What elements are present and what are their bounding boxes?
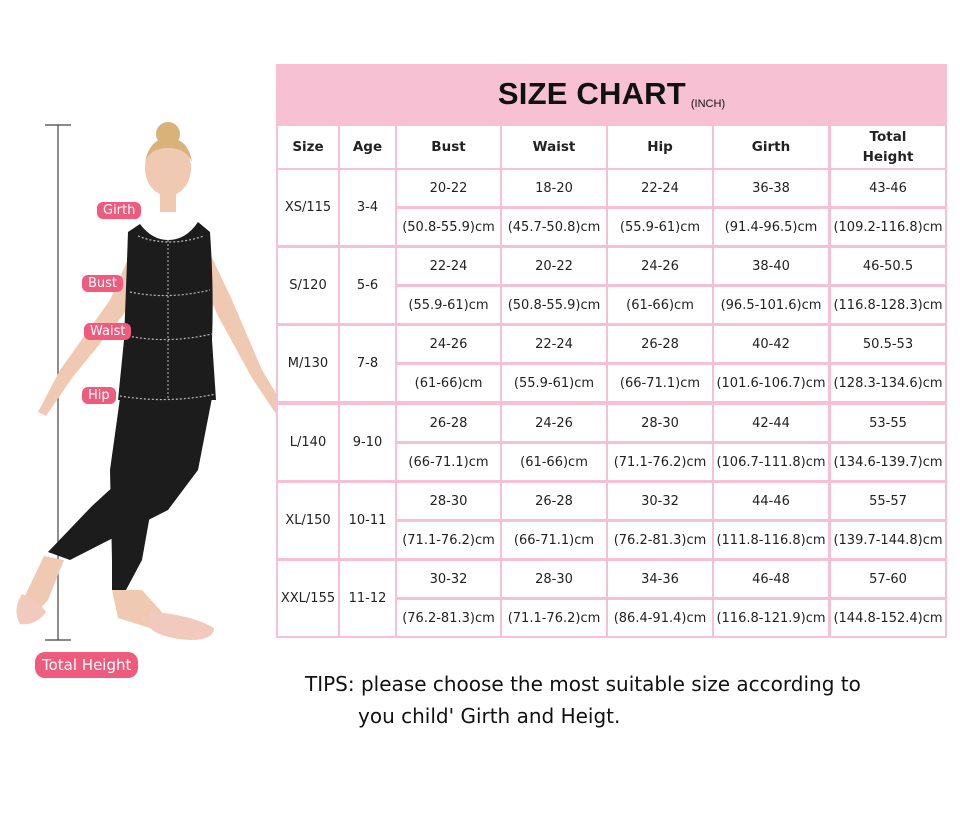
waist-label-tag: Waist	[84, 323, 131, 340]
inch-cell-text: 20-22	[535, 258, 573, 274]
inch-cell	[714, 170, 828, 206]
inch-cell-text: 53-55	[869, 415, 907, 431]
cm-cell-text: (96.5-101.6)cm	[720, 297, 822, 313]
inch-cell-text: 24-26	[641, 258, 679, 274]
header-cell-text: Waist	[532, 139, 576, 155]
hip-label-tag: Hip	[82, 387, 116, 404]
cm-cell	[502, 600, 606, 636]
inch-cell-text: 30-32	[429, 571, 468, 587]
inch-cell	[608, 405, 712, 441]
header-cell	[278, 126, 338, 168]
size-cell	[278, 483, 338, 558]
header-cell-text: Size	[292, 139, 324, 155]
cm-cell	[714, 600, 828, 636]
inch-cell	[502, 248, 606, 284]
inch-cell	[608, 483, 712, 519]
header-cell-text: Hip	[647, 139, 673, 155]
size-cell-text: XS/115	[284, 200, 332, 215]
cm-cell-text: (50.8-55.9)cm	[402, 219, 495, 235]
cm-cell	[397, 522, 500, 558]
inch-cell	[397, 483, 500, 519]
size-cell	[278, 326, 338, 401]
cm-cell-text: (55.9-61)cm	[619, 219, 701, 235]
inch-cell	[608, 326, 712, 362]
inch-cell-text: 26-28	[641, 336, 679, 352]
cm-cell	[831, 522, 945, 558]
cm-cell	[397, 287, 500, 323]
cm-cell-text: (61-66)cm	[626, 297, 694, 313]
cm-cell-text: (61-66)cm	[414, 375, 483, 391]
tips-line-1: TIPS: please choose the most suitable size according to	[305, 672, 861, 696]
cm-cell	[714, 365, 828, 401]
cm-cell	[831, 209, 945, 245]
cm-cell	[608, 444, 712, 480]
age-cell-text: 5-6	[356, 278, 379, 293]
cm-cell-text: (66-71.1)cm	[619, 375, 701, 391]
size-cell-text: S/120	[289, 278, 327, 293]
cm-cell-text: (50.8-55.9)cm	[507, 297, 601, 313]
inch-cell	[831, 405, 945, 441]
size-chart-header	[276, 64, 947, 124]
inch-cell-text: 38-40	[752, 258, 790, 274]
cm-cell-text: (71.1-76.2)cm	[613, 454, 707, 470]
bust-label-tag: Bust	[82, 275, 123, 292]
inch-cell	[608, 170, 712, 206]
cm-cell-text: (116.8-121.9)cm	[716, 610, 826, 626]
inch-cell-text: 28-30	[429, 493, 468, 509]
cm-cell	[397, 365, 500, 401]
inch-cell-text: 28-30	[535, 571, 573, 587]
inch-cell	[502, 561, 606, 597]
age-cell	[340, 248, 395, 323]
inch-cell	[397, 326, 500, 362]
cm-cell-text: (55.9-61)cm	[408, 297, 489, 313]
cm-cell	[502, 522, 606, 558]
header-cell	[340, 126, 395, 168]
inch-cell	[714, 248, 828, 284]
inch-cell-text: 22-24	[429, 258, 468, 274]
cm-cell-text: (101.6-106.7)cm	[716, 375, 826, 391]
header-cell-text: Girth	[751, 139, 791, 155]
inch-cell	[397, 405, 500, 441]
header-cell	[397, 126, 500, 168]
header-cell-text: Bust	[431, 139, 466, 155]
inch-cell	[714, 326, 828, 362]
header-cell	[502, 126, 606, 168]
header-cell-text: Age	[352, 139, 383, 155]
age-cell	[340, 326, 395, 401]
inch-cell-text: 50.5-53	[862, 336, 914, 352]
inch-cell	[831, 326, 945, 362]
cm-cell	[714, 287, 828, 323]
size-cell-text: XL/150	[285, 513, 331, 528]
inch-cell	[397, 248, 500, 284]
cm-cell	[397, 600, 500, 636]
size-cell-text: L/140	[289, 435, 327, 450]
cm-cell	[831, 287, 945, 323]
inch-cell-text: 26-28	[535, 493, 573, 509]
inch-cell	[502, 170, 606, 206]
inch-cell	[608, 561, 712, 597]
inch-cell	[714, 483, 828, 519]
cm-cell	[502, 209, 606, 245]
cm-cell-text: (45.7-50.8)cm	[507, 219, 601, 235]
inch-cell	[831, 483, 945, 519]
girl-figure-illustration	[0, 0, 300, 818]
size-cell-text: XXL/155	[280, 591, 336, 606]
header-cell	[831, 126, 945, 168]
cm-cell-text: (116.8-128.3)cm	[833, 297, 943, 313]
inch-cell	[397, 561, 500, 597]
inch-cell	[714, 405, 828, 441]
tips-note	[305, 668, 925, 732]
header-cell	[714, 126, 828, 168]
inch-cell-text: 22-24	[535, 336, 573, 352]
total-height-label-tag: Total Height	[35, 652, 138, 678]
cm-cell-text: (86.4-91.4)cm	[613, 610, 707, 626]
cm-cell-text: (66-71.1)cm	[513, 532, 595, 548]
size-cell	[278, 561, 338, 636]
inch-cell	[502, 405, 606, 441]
size-cell	[278, 248, 338, 323]
inch-cell	[502, 483, 606, 519]
age-cell-text: 9-10	[352, 435, 383, 450]
size-cell-text: M/130	[287, 356, 329, 371]
inch-cell-text: 46-48	[752, 571, 790, 587]
age-cell-text: 7-8	[356, 356, 379, 371]
cm-cell	[608, 287, 712, 323]
size-chart-title: SIZE CHART	[497, 76, 686, 111]
cm-cell	[608, 209, 712, 245]
cm-cell	[397, 209, 500, 245]
cm-cell-text: (106.7-111.8)cm	[716, 454, 826, 470]
inch-cell-text: 55-57	[869, 493, 907, 509]
inch-cell-text: 36-38	[752, 180, 790, 196]
age-cell	[340, 170, 395, 245]
size-chart-table	[276, 64, 947, 638]
cm-cell	[714, 522, 828, 558]
inch-cell	[831, 561, 945, 597]
inch-cell-text: 26-28	[429, 415, 468, 431]
cm-cell	[502, 444, 606, 480]
size-cell	[278, 405, 338, 480]
cm-cell-text: (76.2-81.3)cm	[402, 610, 495, 626]
cm-cell-text: (71.1-76.2)cm	[402, 532, 495, 548]
age-cell	[340, 561, 395, 636]
age-cell-text: 10-11	[348, 513, 387, 528]
cm-cell-text: (91.4-96.5)cm	[724, 219, 818, 235]
inch-cell-text: 28-30	[641, 415, 679, 431]
age-cell	[340, 483, 395, 558]
inch-cell-text: 43-46	[869, 180, 907, 196]
cm-cell	[608, 365, 712, 401]
inch-cell-text: 57-60	[869, 571, 907, 587]
inch-cell-text: 44-46	[752, 493, 790, 509]
inch-cell-text: 42-44	[752, 415, 790, 431]
cm-cell-text: (144.8-152.4)cm	[833, 610, 943, 626]
inch-cell-text: 46-50.5	[862, 258, 914, 274]
cm-cell	[714, 444, 828, 480]
inch-cell	[714, 561, 828, 597]
age-cell-text: 11-12	[348, 591, 387, 606]
cm-cell	[502, 365, 606, 401]
cm-cell-text: (55.9-61)cm	[513, 375, 595, 391]
inch-cell-text: 20-22	[429, 180, 468, 196]
inch-cell	[831, 170, 945, 206]
inch-cell	[608, 248, 712, 284]
cm-cell	[831, 600, 945, 636]
girth-label-tag: Girth	[97, 202, 141, 219]
cm-cell-text: (109.2-116.8)cm	[833, 219, 943, 235]
cm-cell-text: (61-66)cm	[520, 454, 588, 470]
cm-cell	[608, 522, 712, 558]
header-cell-text: Total Height	[862, 129, 914, 165]
inch-cell-text: 30-32	[641, 493, 679, 509]
size-cell	[278, 170, 338, 245]
cm-cell-text: (111.8-116.8)cm	[716, 532, 826, 548]
inch-cell-text: 40-42	[752, 336, 790, 352]
tips-line-2: you child' Girth and Heigt.	[358, 704, 621, 728]
cm-cell-text: (71.1-76.2)cm	[507, 610, 601, 626]
cm-cell-text: (76.2-81.3)cm	[613, 532, 707, 548]
inch-cell	[502, 326, 606, 362]
age-cell	[340, 405, 395, 480]
cm-cell	[714, 209, 828, 245]
cm-cell	[397, 444, 500, 480]
inch-cell-text: 18-20	[535, 180, 573, 196]
cm-cell-text: (66-71.1)cm	[408, 454, 489, 470]
cm-cell	[502, 287, 606, 323]
inch-cell	[831, 248, 945, 284]
cm-cell-text: (139.7-144.8)cm	[833, 532, 943, 548]
cm-cell-text: (128.3-134.6)cm	[833, 375, 943, 391]
cm-cell-text: (134.6-139.7)cm	[833, 454, 943, 470]
age-cell-text: 3-4	[356, 200, 379, 215]
inch-cell-text: 34-36	[641, 571, 679, 587]
model-figure-panel	[0, 0, 300, 818]
header-cell	[608, 126, 712, 168]
inch-cell-text: 22-24	[641, 180, 679, 196]
inch-cell-text: 24-26	[535, 415, 573, 431]
cm-cell	[608, 600, 712, 636]
cm-cell	[831, 444, 945, 480]
size-chart-unit: (INCH)	[690, 98, 726, 110]
inch-cell-text: 24-26	[429, 336, 468, 352]
inch-cell	[397, 170, 500, 206]
cm-cell	[831, 365, 945, 401]
